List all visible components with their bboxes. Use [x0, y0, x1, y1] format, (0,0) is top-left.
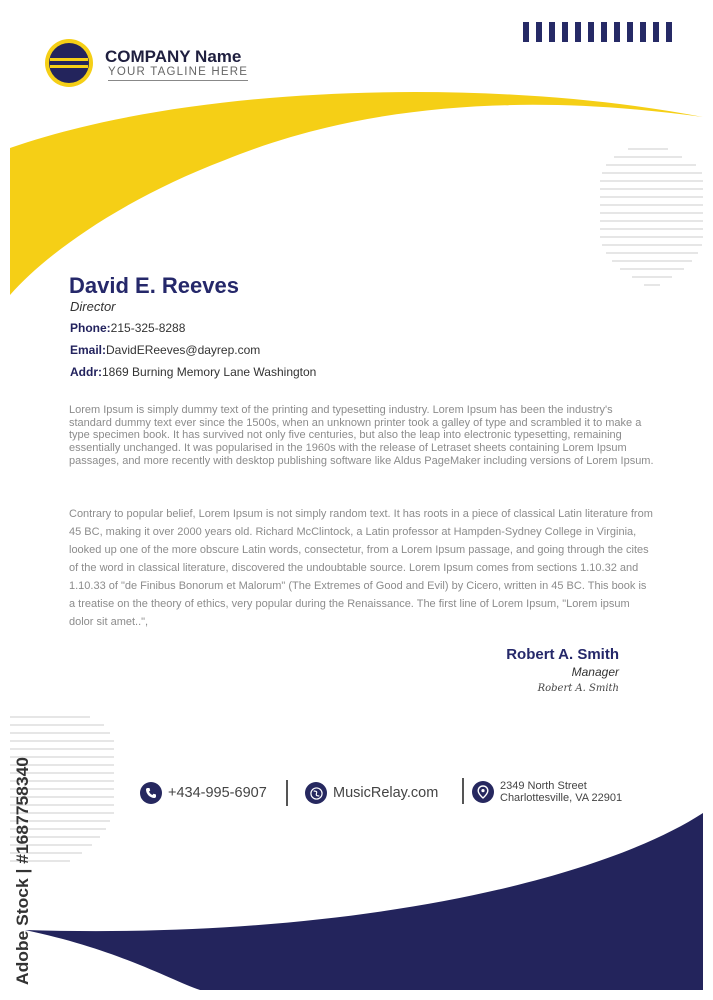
- company-tagline: YOUR TAGLINE HERE: [108, 66, 248, 81]
- addr-label: Addr:: [70, 365, 102, 379]
- footer-phone: [140, 782, 267, 804]
- contact-phone: [70, 321, 185, 335]
- body-paragraph-1: Lorem Ipsum is simply dummy text of the printing and typesetting industry. Lorem Ipsum has been the industry's standard dummy text ever since the 1500s, when an unknown printer took a galley of type and scrambled it to make a type specimen book. It has survived not only five centuries, but also the leap into electronic typesetting, remaining essentially unchanged. It was popularised in the 1960s with the release of Letraset sheets containing Lorem Ipsum passages, and more recently with desktop publishing software like Aldus PageMaker including versions of Lorem Ipsum.: [69, 404, 654, 467]
- stock-watermark-id: [6, 755, 38, 985]
- decorative-bars: [523, 22, 672, 42]
- email-value: DavidEReeves@dayrep.com: [106, 343, 261, 357]
- recipient-title: Director: [70, 299, 116, 314]
- footer-website: [305, 782, 438, 804]
- footer-phone-number: +434-995-6907: [168, 785, 267, 801]
- footer-website-url[interactable]: MusicRelay.com: [333, 785, 439, 801]
- globe-icon: [305, 782, 327, 804]
- company-logo-icon: [44, 38, 94, 88]
- footer-address-line1: 2349 North Street: [500, 780, 587, 792]
- footer-address-text: [500, 780, 622, 804]
- phone-label: Phone:: [70, 321, 111, 335]
- footer-divider: [462, 778, 464, 804]
- addr-value: 1869 Burning Memory Lane Washington: [102, 365, 317, 379]
- contact-email: [70, 343, 260, 357]
- footer-address-line2: Charlottesville, VA 22901: [500, 792, 623, 804]
- stock-watermark-text: Adobe Stock | #1687758340: [13, 762, 32, 985]
- company-name: COMPANY Name: [105, 47, 242, 66]
- signer-name: Robert A. Smith: [506, 646, 619, 663]
- grey-stripe-pattern-right: [600, 148, 703, 286]
- phone-icon: [140, 782, 162, 804]
- recipient-name: David E. Reeves: [69, 273, 239, 298]
- navy-footer-swoosh: [25, 813, 703, 990]
- email-label: Email:: [70, 343, 107, 357]
- location-pin-icon: [472, 781, 494, 803]
- contact-address: [70, 365, 316, 379]
- signer-title: Manager: [571, 665, 619, 679]
- handwritten-signature: Robert A. Smith: [537, 683, 619, 694]
- phone-value: 215-325-8288: [110, 321, 186, 335]
- footer-address: [472, 780, 622, 804]
- yellow-header-swoosh: [10, 92, 703, 295]
- footer-divider: [286, 780, 288, 806]
- body-paragraph-2: Contrary to popular belief, Lorem Ipsum is not simply random text. It has roots in a piece of classical Latin literature from 45 BC, making it over 2000 years old. Richard McClintock, a Latin professor at Hampden-Sydney College in Virginia, looked up one of the more obscure Latin words, consectetur, from a Lorem Ipsum passage, and going through the cites of the word in classical literature, discovered the undoubtable source. Lorem Ipsum comes from sections 1.10.32 and 1.10.33 of "de Finibus Bonorum et Malorum" (The Extremes of Good and Evil) by Cicero, written in 45 BC. This book is a treatise on the theory of ethics, very popular during the Renaissance. The first line of Lorem Ipsum, "Lorem ipsum dolor sit amet..",: [69, 508, 653, 628]
